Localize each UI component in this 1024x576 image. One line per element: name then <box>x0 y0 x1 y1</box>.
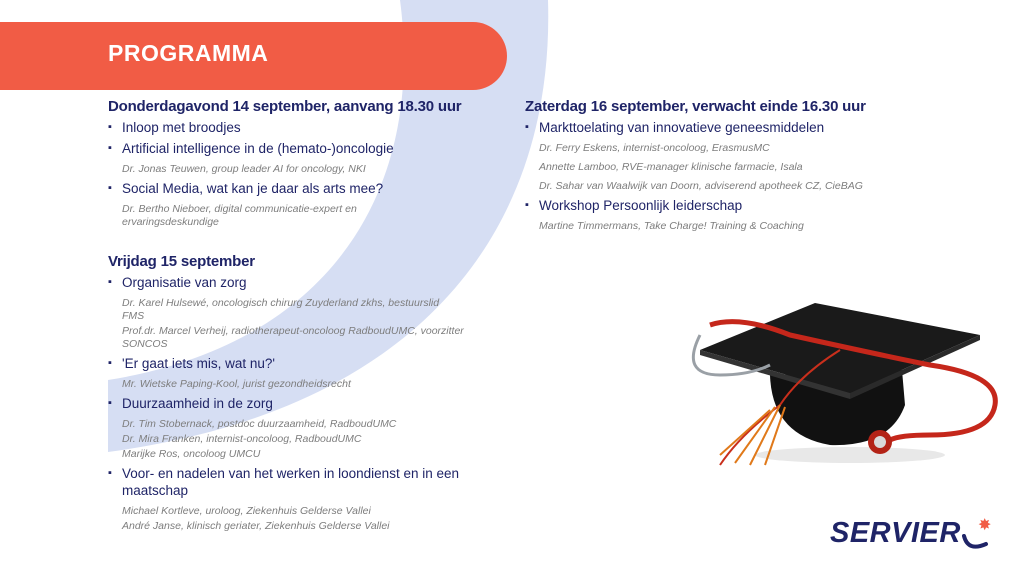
program-item <box>108 355 498 372</box>
page-title: PROGRAMMA <box>108 40 269 66</box>
program-item-label: Inloop met broodjes <box>122 120 241 135</box>
bullet-icon: ▪ <box>108 182 112 194</box>
logo-star-icon: ✸ <box>978 517 992 534</box>
speaker-line: André Janse, klinisch geriater, Ziekenhuis Gelderse Vallei <box>122 520 390 532</box>
program-item-label: Social Media, wat kan je daar als arts mee? <box>122 181 384 196</box>
bullet-icon: ▪ <box>525 121 529 133</box>
program-item-label: Voor- en nadelen van het werken in loondienst en in een maatschap <box>122 466 459 498</box>
speaker-line: Dr. Karel Hulsewé, oncologisch chirurg Zuyderland zkhs, bestuurslid FMS <box>122 297 440 322</box>
program-item <box>108 180 498 197</box>
program-item-label: Markttoelating van innovatieve geneesmiddelen <box>539 120 825 135</box>
program-item-label: Artificial intelligence in de (hemato-)oncologie <box>122 141 394 156</box>
speaker-line: Dr. Tim Stobernack, postdoc duurzaamheid, RadboudUMC <box>122 418 397 430</box>
speaker-line: Dr. Ferry Eskens, internist-oncoloog, ErasmusMC <box>539 142 770 154</box>
graduation-cap-stethoscope-image <box>680 295 1010 470</box>
day-heading-saturday: Zaterdag 16 september, verwacht einde 16.30 uur <box>525 98 866 115</box>
program-item-label: Duurzaamheid in de zorg <box>122 396 273 411</box>
program-item <box>525 119 945 136</box>
program-item-label: Organisatie van zorg <box>122 275 247 290</box>
speaker-line: Martine Timmermans, Take Charge! Training & Coaching <box>539 220 804 232</box>
speaker-line: Dr. Mira Franken, internist-oncoloog, RadboudUMC <box>122 433 362 445</box>
bullet-icon: ▪ <box>108 357 112 369</box>
bullet-icon: ▪ <box>108 467 112 479</box>
bullet-icon: ▪ <box>108 397 112 409</box>
program-item <box>108 274 498 291</box>
program-item <box>108 465 492 499</box>
program-item <box>108 119 498 136</box>
bullet-icon: ▪ <box>108 121 112 133</box>
right-column <box>525 98 945 233</box>
left-column <box>108 98 498 533</box>
bullet-icon: ▪ <box>525 199 529 211</box>
speaker-line: Prof.dr. Marcel Verheij, radiotherapeut-oncoloog RadboudUMC, voorzitter SONCOS <box>122 325 464 350</box>
bullet-icon: ▪ <box>108 276 112 288</box>
speaker-line: Dr. Jonas Teuwen, group leader AI for oncology, NKI <box>122 163 366 175</box>
speaker-line: Michael Kortleve, uroloog, Ziekenhuis Gelderse Vallei <box>122 505 371 517</box>
speaker-line: Marijke Ros, oncoloog UMCU <box>122 448 261 460</box>
day-heading-friday: Vrijdag 15 september <box>108 253 255 270</box>
speaker-line: Mr. Wietske Paping-Kool, jurist gezondheidsrecht <box>122 378 351 390</box>
program-item-label: 'Er gaat iets mis, wat nu?' <box>122 356 275 371</box>
speaker-line: Dr. Bertho Nieboer, digital communicatie-expert en ervaringsdeskundige <box>122 203 357 228</box>
program-item <box>108 140 498 157</box>
program-item <box>525 197 945 214</box>
bullet-icon: ▪ <box>108 142 112 154</box>
speaker-line: Dr. Sahar van Waalwijk van Doorn, adviserend apotheek CZ, CieBAG <box>539 180 863 192</box>
program-item <box>108 395 498 412</box>
day-heading-thursday: Donderdagavond 14 september, aanvang 18.30 uur <box>108 98 462 115</box>
servier-logo: SERVIER <box>830 517 961 549</box>
logo-swoosh-icon <box>958 534 992 554</box>
program-item-label: Workshop Persoonlijk leiderschap <box>539 198 743 213</box>
speaker-line: Annette Lamboo, RVE-manager klinische farmacie, Isala <box>539 161 803 173</box>
